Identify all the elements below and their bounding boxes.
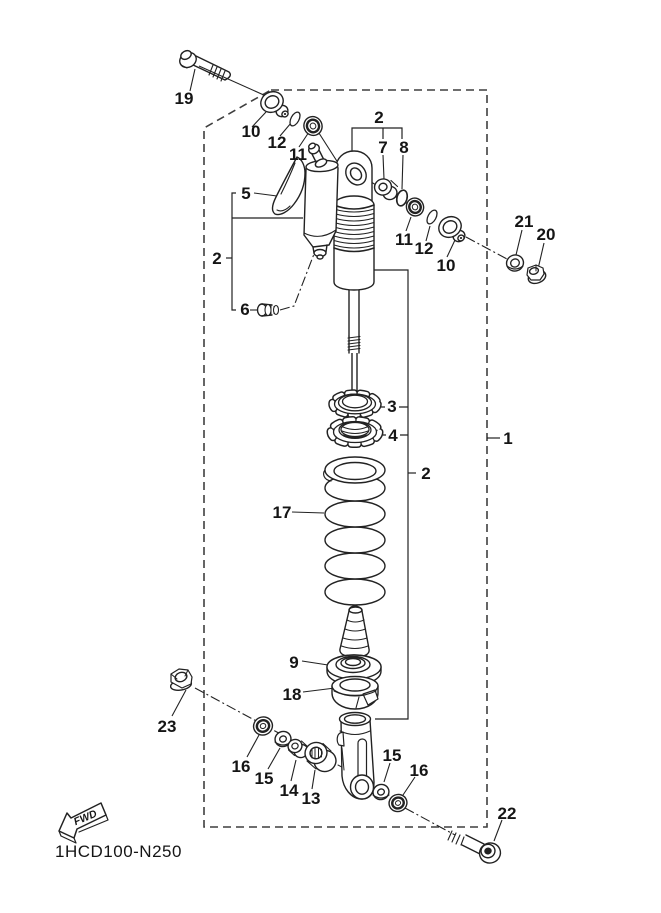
- callout-10-right: 10: [436, 256, 456, 275]
- callout-20: 20: [536, 225, 556, 244]
- callout-2-right: 2: [421, 464, 431, 483]
- guard: [272, 157, 305, 215]
- collar-10-right: [435, 213, 467, 244]
- callout-15-right: 15: [382, 746, 402, 765]
- callout-17: 17: [272, 503, 292, 522]
- adjuster-ring-3: [329, 391, 381, 417]
- bushing-7: [372, 177, 399, 202]
- bolt-22: [448, 831, 503, 866]
- callout-22: 22: [497, 804, 517, 823]
- seal-16-left: [251, 714, 275, 738]
- callout-9: 9: [289, 653, 299, 672]
- callout-14: 14: [279, 781, 299, 800]
- callout-23: 23: [157, 717, 177, 736]
- callout-1: 1: [503, 429, 513, 448]
- bearing-13: [302, 740, 338, 775]
- o-ring-12-top: [288, 111, 302, 128]
- nut-23: [170, 669, 192, 692]
- callout-5: 5: [241, 184, 251, 203]
- callout-19-bolt: 19: [174, 89, 194, 108]
- part-code: 1HCD100-N250: [55, 842, 182, 861]
- collar-10-top: [257, 88, 290, 119]
- callout-10-top: 10: [241, 122, 261, 141]
- bump-stop: [340, 606, 369, 657]
- callout-16-right: 16: [409, 761, 429, 780]
- callout-3: 3: [387, 397, 397, 416]
- callout-11-top: 11: [289, 145, 307, 164]
- callout-12-right: 12: [414, 239, 434, 258]
- clevis: [337, 713, 374, 800]
- callout-15-left: 15: [254, 769, 274, 788]
- spring-guide: [332, 677, 378, 710]
- seal-16-right: [386, 792, 409, 815]
- coil-spring: [324, 457, 385, 605]
- callout-18: 18: [282, 685, 302, 704]
- washer-21: [504, 253, 525, 274]
- bleed-screw-6: [258, 304, 279, 316]
- callout-7: 7: [378, 138, 388, 157]
- nut-20: [526, 265, 547, 286]
- washer-11-top: [301, 114, 325, 139]
- fwd-arrow-label: FWD: [72, 807, 99, 829]
- o-ring-12-right: [425, 209, 439, 226]
- adjuster-ring-4: [328, 418, 383, 446]
- callout-8: 8: [399, 138, 409, 157]
- callout-4: 4: [388, 426, 398, 445]
- reservoir: [304, 159, 338, 259]
- callout-12-top: 12: [267, 133, 287, 152]
- callout-16-left: 16: [231, 757, 251, 776]
- callout-11-right: 11: [395, 230, 413, 249]
- damper-rod: [348, 285, 360, 401]
- bolt-19: [177, 49, 230, 81]
- callout-13: 13: [301, 789, 321, 808]
- callout-6: 6: [240, 300, 250, 319]
- callout-2-left-bracket: 2: [212, 249, 222, 268]
- callout-21: 21: [514, 212, 534, 231]
- callout-2-top-bracket: 2: [374, 108, 384, 127]
- shock-damper-body: [334, 151, 374, 290]
